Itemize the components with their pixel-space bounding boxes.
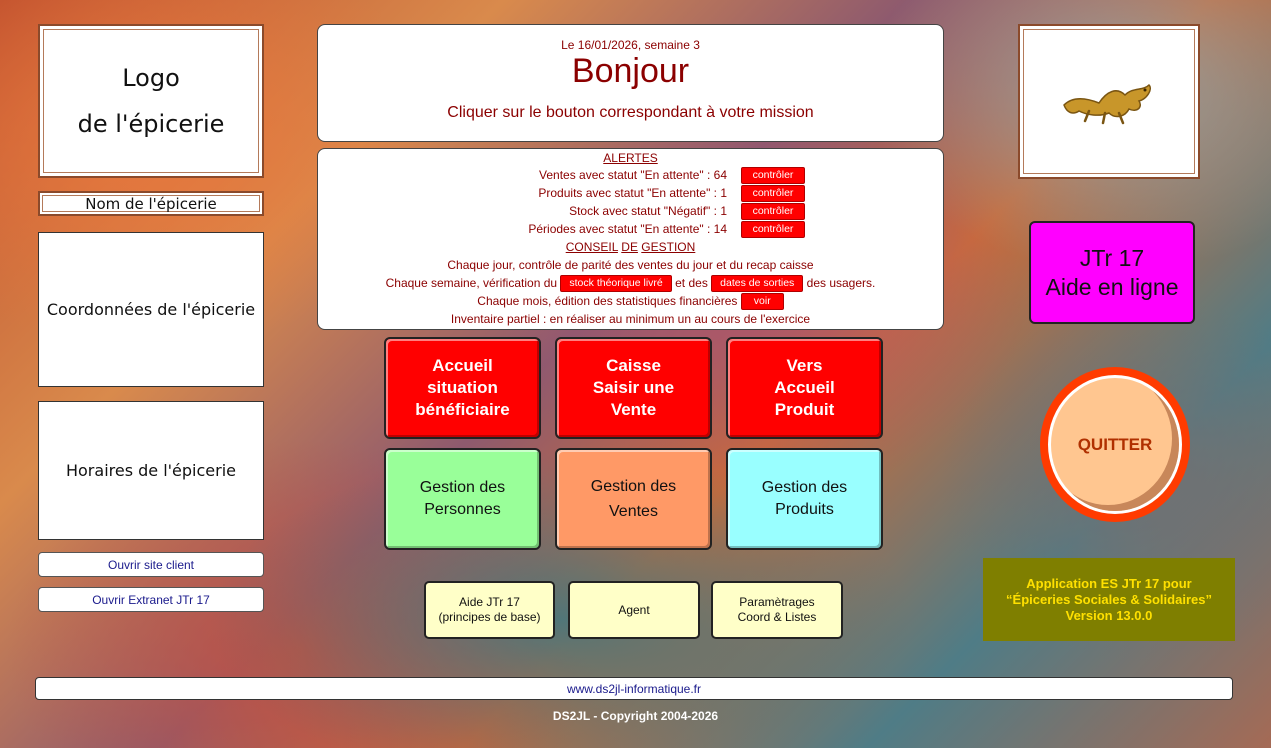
stock-theorique-button[interactable]: stock théorique livré (560, 275, 671, 292)
caisse-line3: Vente (610, 400, 657, 419)
caisse-line2: Saisir une (592, 378, 675, 397)
params-line2: Coord & Listes (737, 610, 817, 624)
params-line1: Paramètrages (739, 595, 815, 609)
alert-stock-control-button[interactable]: contrôler (741, 203, 805, 220)
aide-line2: (principes de base) (438, 610, 541, 624)
accueil-line3: bénéficiaire (415, 400, 510, 419)
produits-line1: Gestion des (761, 479, 848, 496)
dragon-icon (1059, 77, 1159, 127)
alert-periods-control-button[interactable]: contrôler (741, 221, 805, 238)
advice-weekly-suffix: des usagers. (806, 276, 876, 290)
caisse-vente-button[interactable] (555, 337, 712, 439)
dragon-image (1018, 24, 1200, 179)
agent-button[interactable] (568, 581, 700, 639)
help-line2: Aide en ligne (1045, 273, 1179, 300)
ventes-line2: Ventes (609, 503, 658, 520)
version-info (983, 558, 1235, 641)
accueil-line2: situation (427, 378, 498, 397)
version-line2: “Épiceries Sociales & Solidaires” (1006, 591, 1212, 607)
logo-line1: Logo (122, 64, 180, 92)
open-client-site-button[interactable]: Ouvrir site client (38, 552, 264, 577)
advice-weekly-mid: et des (675, 276, 708, 290)
alerts-panel (317, 148, 944, 330)
agent-label: Agent (618, 602, 650, 617)
advice-title (318, 238, 943, 256)
parametrages-button[interactable] (711, 581, 843, 639)
alert-products-label: Produits avec statut "En attente" : 1 (538, 186, 727, 200)
accueil-produit-button[interactable] (726, 337, 883, 439)
store-hours: Horaires de l'épicerie (38, 401, 264, 540)
aide-principes-button[interactable] (424, 581, 555, 639)
store-name: Nom de l'épicerie (38, 191, 264, 216)
accueil-beneficiaire-button[interactable] (384, 337, 541, 439)
copyright: DS2JL - Copyright 2004-2026 (552, 709, 719, 723)
produit-line3: Produit (774, 400, 835, 419)
quit-label: QUITTER (1051, 378, 1179, 511)
online-help-button[interactable] (1029, 221, 1195, 324)
advice-monthly (318, 292, 943, 310)
ventes-line1: Gestion des (590, 478, 677, 495)
produit-line2: Accueil (774, 378, 835, 397)
advice-weekly (318, 274, 943, 292)
produits-line2: Produits (775, 501, 834, 518)
alert-products-control-button[interactable]: contrôler (741, 185, 805, 202)
alert-sales-control-button[interactable]: contrôler (741, 167, 805, 184)
advice-weekly-prefix: Chaque semaine, vérification du (385, 276, 558, 290)
store-logo-placeholder (38, 24, 264, 178)
alert-periods-label: Périodes avec statut "En attente" : 14 (528, 222, 727, 236)
advice-monthly-text: Chaque mois, édition des statistiques financières (477, 294, 738, 308)
alert-stock-label: Stock avec statut "Négatif" : 1 (569, 204, 727, 218)
alert-sales-label: Ventes avec statut "En attente" : 64 (539, 168, 727, 182)
header-panel (317, 24, 944, 142)
quit-ring (1048, 375, 1182, 514)
advice-inventory: Inventaire partiel : en réaliser au minimum un au cours de l'exercice (450, 312, 811, 326)
greeting: Bonjour (571, 52, 690, 90)
advice-word-3: GESTION (641, 240, 696, 254)
date-line: Le 16/01/2026, semaine 3 (561, 38, 700, 52)
version-line3: Version 13.0.0 (1065, 607, 1153, 623)
advice-word-1: CONSEIL (565, 240, 618, 254)
stats-voir-button[interactable]: voir (741, 293, 784, 310)
gestion-produits-button[interactable] (726, 448, 883, 550)
aide-line1: Aide JTr 17 (459, 595, 520, 609)
quit-button[interactable] (1040, 367, 1190, 522)
website-link[interactable]: www.ds2jl-informatique.fr (35, 677, 1233, 700)
store-coordinates: Coordonnées de l'épicerie (38, 232, 264, 387)
advice-daily: Chaque jour, contrôle de parité des ventes du jour et du recap caisse (447, 258, 814, 272)
produit-line1: Vers (786, 356, 823, 375)
help-line1: JTr 17 (1079, 244, 1145, 271)
instruction: Cliquer sur le bouton correspondant à votre mission (447, 104, 814, 121)
personnes-line2: Personnes (424, 501, 501, 518)
version-line1: Application ES JTr 17 pour (1026, 575, 1192, 591)
caisse-line1: Caisse (606, 356, 661, 375)
advice-word-2: DE (621, 240, 638, 254)
gestion-ventes-button[interactable] (555, 448, 712, 550)
logo-line2: de l'épicerie (77, 110, 225, 138)
alerts-title: ALERTES (603, 151, 658, 165)
open-extranet-button[interactable]: Ouvrir Extranet JTr 17 (38, 587, 264, 612)
accueil-line1: Accueil (432, 356, 493, 375)
dates-sorties-button[interactable]: dates de sorties (711, 275, 803, 292)
gestion-personnes-button[interactable] (384, 448, 541, 550)
personnes-line1: Gestion des (419, 479, 506, 496)
